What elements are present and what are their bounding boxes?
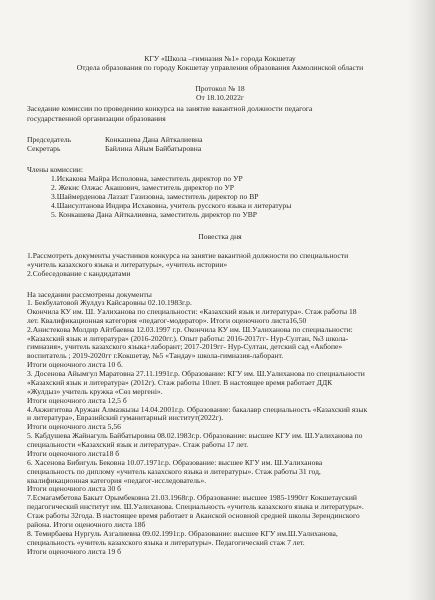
members-list [51,174,413,220]
candidate-line: 6. Хасенова Бибигуль Бековна 10.07.1971г.р. Образование: высшее КГУ им. Ш.Уалиханова [27,457,323,467]
secretary-role: Секретарь [27,143,61,153]
candidate-entry [27,370,413,406]
agenda-title: Повестка дня [198,231,242,241]
candidate-entry [27,299,413,326]
reviewed-label: На заседании рассмотрены документы [27,289,152,299]
agenda-list [27,251,413,278]
document-header [27,54,413,72]
candidate-line: специальность «учитель казахского языка и литературы». Педагогический стаж 7 лет. [27,537,305,547]
candidate-line: 1. Бекбулатовой Жулдуз Кайсаровны 02.10.1983г.р. [27,298,192,308]
candidate-line: Итоги оценочного листа 12,5 б [27,395,127,405]
secretary-row [27,144,413,153]
candidate-line: лет. Квалификационная категория «педагог-модератор». Итоги оценочного листа16,50 [27,315,307,325]
agenda-item: 1.Рассмотреть документы участников конкурса на занятие вакантной должности по специальности [27,250,349,260]
candidate-line: 2.Анистекова Молдир Айтбаевна 12.03.1997 г.р. Окончила КУ им. Ш.Уалиханова по специальности: [27,324,353,334]
candidate-line: «Жулдыз» учитель кружка «Сөз мергені». [27,386,163,396]
chair-row [27,135,413,144]
candidate-line: Стаж работы 32года. В настоящее время работает в Аканской основной средней школы Зерендинского [27,511,360,521]
member-item: 1.Искакова Майра Исполовна, заместитель директор по УР [51,173,243,183]
candidate-line: Итоги оценочного листа 30 б [27,484,122,494]
chair-name: Конкашева Дана Айткалиевна [105,134,203,144]
protocol-date-label: От [195,93,205,103]
candidate-line: «Казахский язык и литература» (2016-2020гг.). Опыт работы: 2016-2017гг- Нур-Султан, №3 школа- [27,333,349,343]
candidate-line: Итоги оценочного листа 10 б. [27,360,123,370]
agenda-item: 2.Собеседование с кандидатами [27,268,131,278]
candidate-entry [27,432,413,459]
candidate-line: 4.Акжигитова Аружан Алмазкызы 14.04.2001г.р. Образование: бакалавр специальность «Казахский язык [27,404,368,414]
secretary-name: Байлина Айым Байбатыровна [105,143,202,153]
member-item: 4.Шаисултанова Индира Исхаковна, учитель русского языка и литературы [51,201,292,211]
protocol-number: Протокол № 18 [195,84,245,94]
candidate-entry [27,326,413,370]
protocol-heading [27,84,413,102]
candidate-line: специальности «Казахский язык и литература». Стаж работы 17 лет. [27,440,249,450]
candidate-line: воспитатель ; 2019-2020гг г.Кокшетау, №5 «Тандау» школа-гимназия-лаборант. [27,351,284,361]
candidate-line: 3. Досеновa Айымгул Маратовна 27.11.1991г.р. Образование: КГУ им. Ш.Уалиханова по специальности [27,369,365,379]
candidate-line: педагогический институт им. Ш.Уалиханова. Специальность «учитель казахского языка и литературы». [27,502,364,512]
candidates-list [27,299,413,556]
candidate-line: района. Итоги оценочного листа 18б [27,519,146,529]
candidate-line: «Казахский язык и литература» (2012г). Стаж работы 10лет. В настоящее время работает ДДК [27,377,333,387]
meeting-title [27,104,413,122]
candidate-line: Итоги оценочного листа 19 б [27,546,122,556]
commission-members [27,165,413,220]
meeting-title-line: Заседание комиссии по проведению конкурса на занятие вакантной должности педагога [27,104,313,114]
candidate-line: и литература», Евразийский гуманитарный институт(2022г). [27,413,224,423]
candidate-line: специальность по диплому «учитель казахского языка и литературы». Стаж работы 31 год, [27,466,321,476]
protocol-document [27,54,413,556]
candidate-entry [27,530,413,557]
candidate-entry [27,406,413,433]
meeting-title-line: государственной организации образования [27,113,166,123]
protocol-date [27,93,413,102]
candidate-line: Окончила КУ им. Ш. Уалиханова по специальности: «Казахский язык и литература». Стаж работы 18 [27,306,357,316]
commission-officers [27,135,413,153]
agenda-item: «учитель казахского языка и литературы», «учитель истории» [27,259,228,269]
member-item: 5. Конкашева Дана Айткалиевна, заместитель директор по УВР [51,210,258,220]
candidate-line: 5. Кабдушева Жайнагуль Байбатыровна 08.02.1983г.р. Образование: высшее КГУ им. Ш.Уалиханова по [27,431,363,441]
org-name-line: КГУ «Школа –гимназия №1» города Кокшетау [144,54,296,63]
member-item: 2. Жекис Олжас Акашович, заместитель директор по УР [51,183,234,193]
candidate-entry [27,459,413,495]
chair-role: Председатель [27,134,72,144]
candidate-line: 7.Есмагамбетова Бакыт Орымбековна 21.03.1968г.р. Образование: высшее 1985-1990гг Кокшетауский [27,493,357,503]
org-department-line: Отдела образования по городу Кокшетау управления образования Акмолинской области [76,63,364,73]
candidate-entry [27,494,413,530]
member-item: 3.Шаймерденова Лаззат Газизовна, заместитель директор по ВР [51,192,259,202]
candidate-line: Итоги оценочного листа 5,56 [27,422,121,432]
candidate-line: 8. Темирбаева Нургуль Азгалиевна 09.02.1991г.р. Образование: высшее КГУ им.Ш.Уалиханова, [27,528,338,538]
candidate-line: квалификационная категория «педагог-исследователь». [27,475,207,485]
protocol-date-value: 18.10.2022г [206,93,244,103]
candidate-line: Итоги оценочного листа18 б [27,448,120,458]
members-label: Члены комиссии: [27,164,83,174]
candidate-line: гимназия», учитель казахского языка+лаборант; 2017-2019гг- Нур-Султан, детский сад «Акбопе» [27,342,343,352]
